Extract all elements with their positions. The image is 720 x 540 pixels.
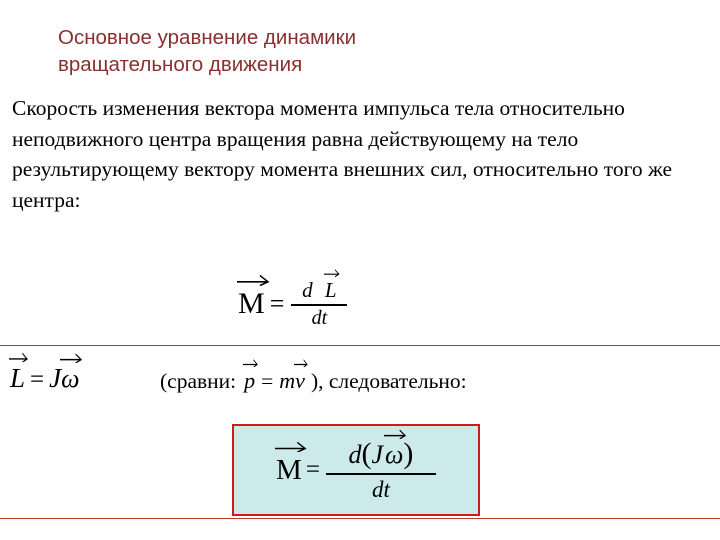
velocity-vector-v: [295, 368, 305, 394]
compare-equals: =: [261, 369, 274, 393]
vector-arrow-icon: [9, 351, 28, 362]
boxed-lhs: M: [276, 453, 302, 486]
angular-momentum-vector-L: [325, 278, 337, 303]
moment-vector-M: [276, 454, 304, 487]
formula-main-lhs: M: [238, 286, 265, 320]
title-line-2: вращательного движения: [58, 53, 303, 77]
compare-m: m: [279, 368, 296, 393]
angular-velocity-vector-omega: [385, 440, 403, 470]
numerator-d: d: [302, 278, 313, 302]
boxed-formula-container: [232, 424, 480, 516]
numerator-L: L: [324, 278, 337, 302]
vector-arrow-icon: [294, 358, 308, 367]
formula-main-numerator: [294, 278, 344, 304]
boxed-denominator: dt: [372, 476, 390, 502]
compare-line: [160, 368, 467, 394]
compare-v: v: [295, 368, 305, 393]
horizontal-rule-top: [0, 345, 720, 346]
formula-main-denominator: dt: [311, 306, 328, 329]
angular-velocity-vector-omega: [61, 364, 79, 394]
page-title: [58, 24, 678, 78]
boxed-omega: ω: [385, 440, 404, 470]
boxed-open-paren: (: [361, 437, 372, 471]
compare-close: ), следовательно:: [310, 369, 467, 393]
title-line-1: Основное уравнение динамики: [58, 26, 357, 49]
line-J: J: [49, 363, 62, 393]
boxed-fraction: [326, 437, 436, 503]
compare-p: p: [244, 368, 256, 393]
boxed-numerator: [343, 437, 420, 473]
line-equals: =: [30, 366, 45, 393]
line-omega: ω: [61, 364, 80, 393]
moment-vector-M: [238, 287, 267, 321]
compare-mv: [279, 368, 305, 394]
boxed-numerator-d: d: [348, 440, 362, 470]
vector-arrow-icon: [237, 273, 270, 286]
momentum-vector-p: [244, 368, 255, 394]
line-L: L: [10, 363, 26, 393]
formula-main-equals: =: [269, 288, 285, 318]
vector-arrow-icon: [275, 440, 307, 452]
vector-arrow-icon: [60, 352, 82, 363]
boxed-J: J: [371, 440, 384, 470]
vector-arrow-icon: [243, 358, 258, 367]
formula-main: [238, 278, 347, 330]
body-paragraph: Скорость изменения вектора момента импульса тела относительно неподвижного центра вращения равна действующему на тело результирующему вектору момента внешних сил, относительно того же центра:: [12, 96, 673, 212]
horizontal-rule-bottom: [0, 518, 720, 519]
compare-open: (сравни:: [160, 369, 237, 393]
angular-momentum-line: [10, 363, 79, 394]
boxed-equals: =: [305, 456, 320, 483]
boxed-formula: [234, 426, 478, 514]
vector-arrow-icon: [324, 268, 340, 277]
boxed-close-paren: ): [403, 437, 414, 471]
formula-main-fraction: [291, 278, 347, 330]
angular-momentum-vector-L: [10, 363, 25, 394]
